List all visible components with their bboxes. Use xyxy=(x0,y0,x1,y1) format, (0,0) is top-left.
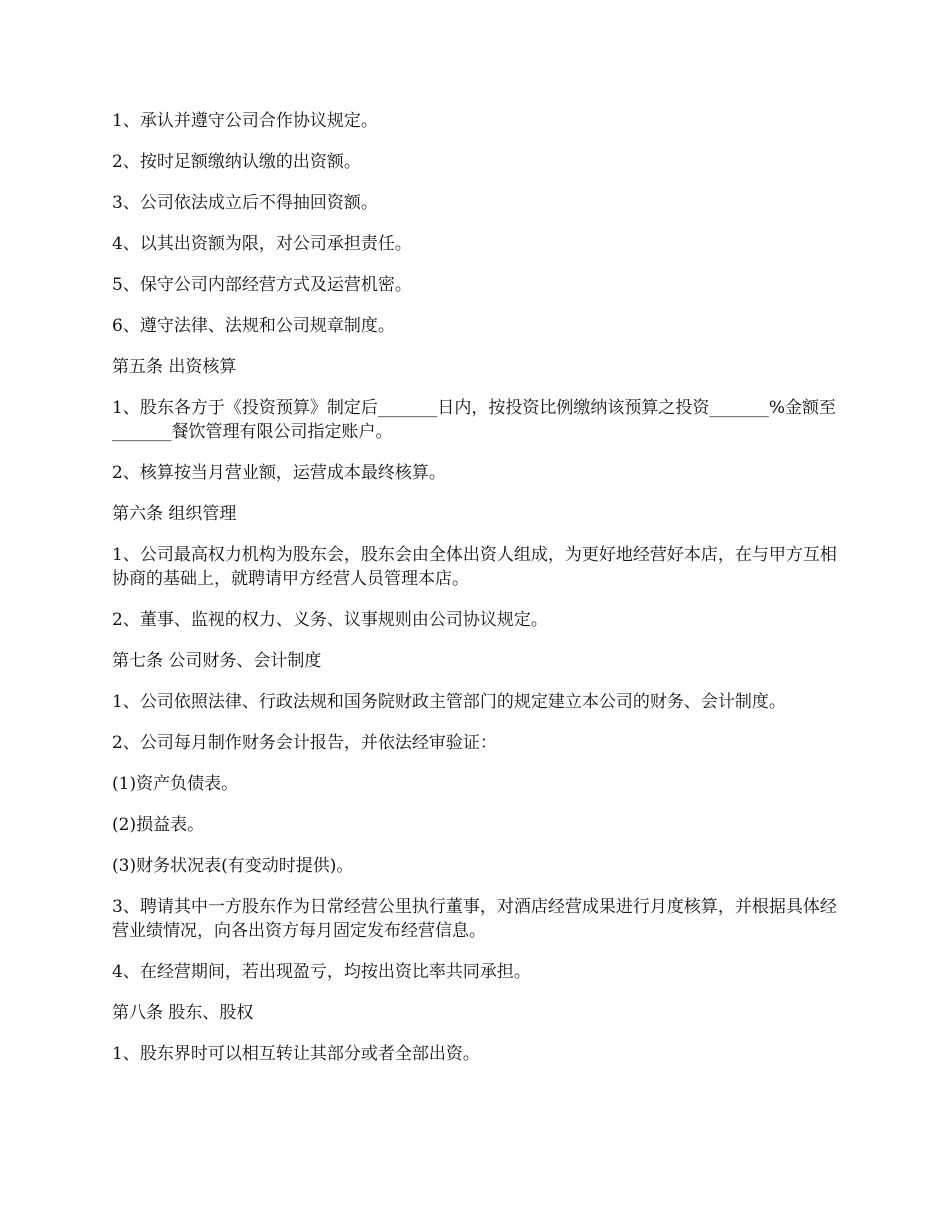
paragraph: 1、股东各方于《投资预算》制定后_______日内，按投资比例缴纳该预算之投资_______%金额至_______餐饮管理有限公司指定账户。 xyxy=(112,398,836,442)
paragraph: 6、遵守法律、法规和公司规章制度。 xyxy=(112,316,395,336)
paragraph: 1、公司最高权力机构为股东会，股东会由全体出资人组成，为更好地经营好本店，在与甲方互相协商的基础上，就聘请甲方经营人员管理本店。 xyxy=(112,545,837,589)
paragraph: 2、公司每月制作财务会计报告，并依法经审验证： xyxy=(112,733,497,753)
paragraph: 2、核算按当月营业额，运营成本最终核算。 xyxy=(112,463,446,483)
paragraph: 3、公司依法成立后不得抽回资额。 xyxy=(112,193,378,213)
document-body xyxy=(112,109,842,1083)
paragraph: (1)资产负债表。 xyxy=(112,774,239,794)
paragraph: 3、聘请其中一方股东作为日常经营公里执行董事，对酒店经营成果进行月度核算，并根据具体经营业绩情况，向各出资方每月固定发布经营信息。 xyxy=(112,897,837,941)
paragraph: (3)财务状况表(有变动时提供)。 xyxy=(112,856,354,876)
section-heading: 第五条 出资核算 xyxy=(112,357,237,377)
paragraph: 2、董事、监视的权力、义务、议事规则由公司协议规定。 xyxy=(112,610,548,630)
paragraph: 4、在经营期间，若出现盈亏，均按出资比率共同承担。 xyxy=(112,962,531,982)
section-heading: 第八条 股东、股权 xyxy=(112,1003,254,1023)
paragraph: 2、按时足额缴纳认缴的出资额。 xyxy=(112,152,361,172)
section-heading: 第六条 组织管理 xyxy=(112,504,237,524)
section-heading: 第七条 公司财务、会计制度 xyxy=(112,651,322,671)
paragraph: (2)损益表。 xyxy=(112,815,205,835)
paragraph: 5、保守公司内部经营方式及运营机密。 xyxy=(112,275,412,295)
paragraph: 1、股东界时可以相互转让其部分或者全部出资。 xyxy=(112,1044,480,1064)
paragraph: 4、以其出资额为限，对公司承担责任。 xyxy=(112,234,412,254)
paragraph: 1、承认并遵守公司合作协议规定。 xyxy=(112,111,378,131)
paragraph: 1、公司依照法律、行政法规和国务院财政主管部门的规定建立本公司的财务、会计制度。 xyxy=(112,692,786,712)
